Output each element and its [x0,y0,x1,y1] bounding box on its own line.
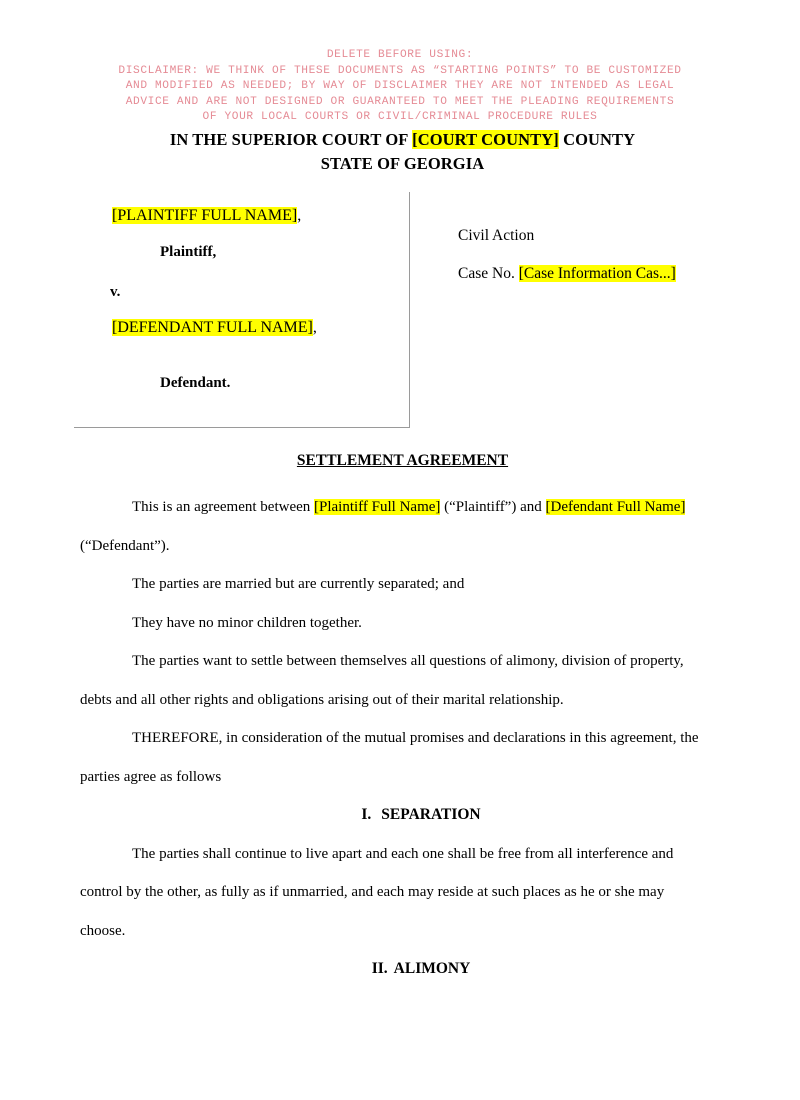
plaintiff-name-placeholder: [PLAINTIFF FULL NAME] [112,207,298,224]
section-numeral-1: I. [361,806,372,823]
disclaimer-line-3: AND MODIFIED AS NEEDED; BY WAY OF DISCLAIMER THEY ARE NOT INTENDED AS LEGAL [125,80,675,92]
recital-paragraph-3: The parties want to settle between themselves all questions of alimony, division of property, debts and all other rights and obligations arising out of their marital relationship. [80,653,684,708]
page-title [80,452,725,470]
caption-parties-cell [74,192,410,428]
court-heading-line-1 [80,128,725,152]
disclaimer-line-2: DISCLAIMER: WE THINK OF THESE DOCUMENTS AS “STARTING POINTS” TO BE CUSTOMIZED [118,64,682,77]
court-heading-prefix: IN THE SUPERIOR COURT OF [169,130,413,149]
intro-part-3: (“Defendant”). [80,537,170,554]
document-body [80,488,710,989]
court-heading-suffix: COUNTY [558,130,636,149]
defendant-name-line [112,318,317,338]
intro-part-2: (“Plaintiff”) and [440,499,546,515]
plaintiff-name-line [112,206,301,226]
section-heading-separation [80,796,710,835]
intro-plaintiff-placeholder: [Plaintiff Full Name] [314,499,441,515]
versus-label: v. [110,284,121,300]
section-title-2: ALIMONY [393,960,471,977]
court-heading [80,128,725,176]
court-heading-line-2: STATE OF GEORGIA [320,154,485,173]
case-number-label: Case No. [458,265,519,282]
disclaimer-line-5: OF YOUR LOCAL COURTS OR CIVIL/CRIMINAL PROCEDURE RULES [202,111,598,123]
case-number-line [458,264,676,284]
section-title-1: SEPARATION [381,806,481,823]
defendant-role-label: Defendant. [160,375,231,391]
plaintiff-role-label: Plaintiff, [160,244,217,260]
caption-case-cell [410,192,724,428]
section-numeral-2: II. [371,960,388,977]
civil-action-label: Civil Action [458,227,535,244]
recital-paragraph-2: They have no minor children together. [132,614,362,631]
intro-part-1: This is an agreement between [132,499,315,515]
defendant-name-comma: , [312,319,317,336]
intro-paragraph [80,488,710,565]
recital-paragraph-1: The parties are married but are currently separated; and [132,576,465,592]
intro-defendant-placeholder: [Defendant Full Name] [545,499,686,515]
defendant-name-placeholder: [DEFENDANT FULL NAME] [112,319,313,336]
disclaimer-block [60,48,740,126]
page-title-text: SETTLEMENT AGREEMENT [296,452,509,469]
case-number-placeholder: [Case Information Cas...] [518,265,676,282]
disclaimer-line-1: DELETE BEFORE USING: [326,49,474,61]
section-heading-alimony [80,950,710,989]
caption-block [74,192,724,428]
section-body-separation: The parties shall continue to live apart and each one shall be free from all interference and control by the other, as fully as if unmarried, and each may reside at such places as he or she may choose. [80,845,674,939]
disclaimer-line-4: ADVICE AND ARE NOT DESIGNED OR GUARANTEED TO MEET THE PLEADING REQUIREMENTS [125,95,675,108]
court-county-placeholder: [COURT COUNTY] [412,130,559,149]
therefore-paragraph: THEREFORE, in consideration of the mutual promises and declarations in this agreement, the parties agree as follows [80,730,699,785]
plaintiff-name-comma: , [297,207,302,224]
